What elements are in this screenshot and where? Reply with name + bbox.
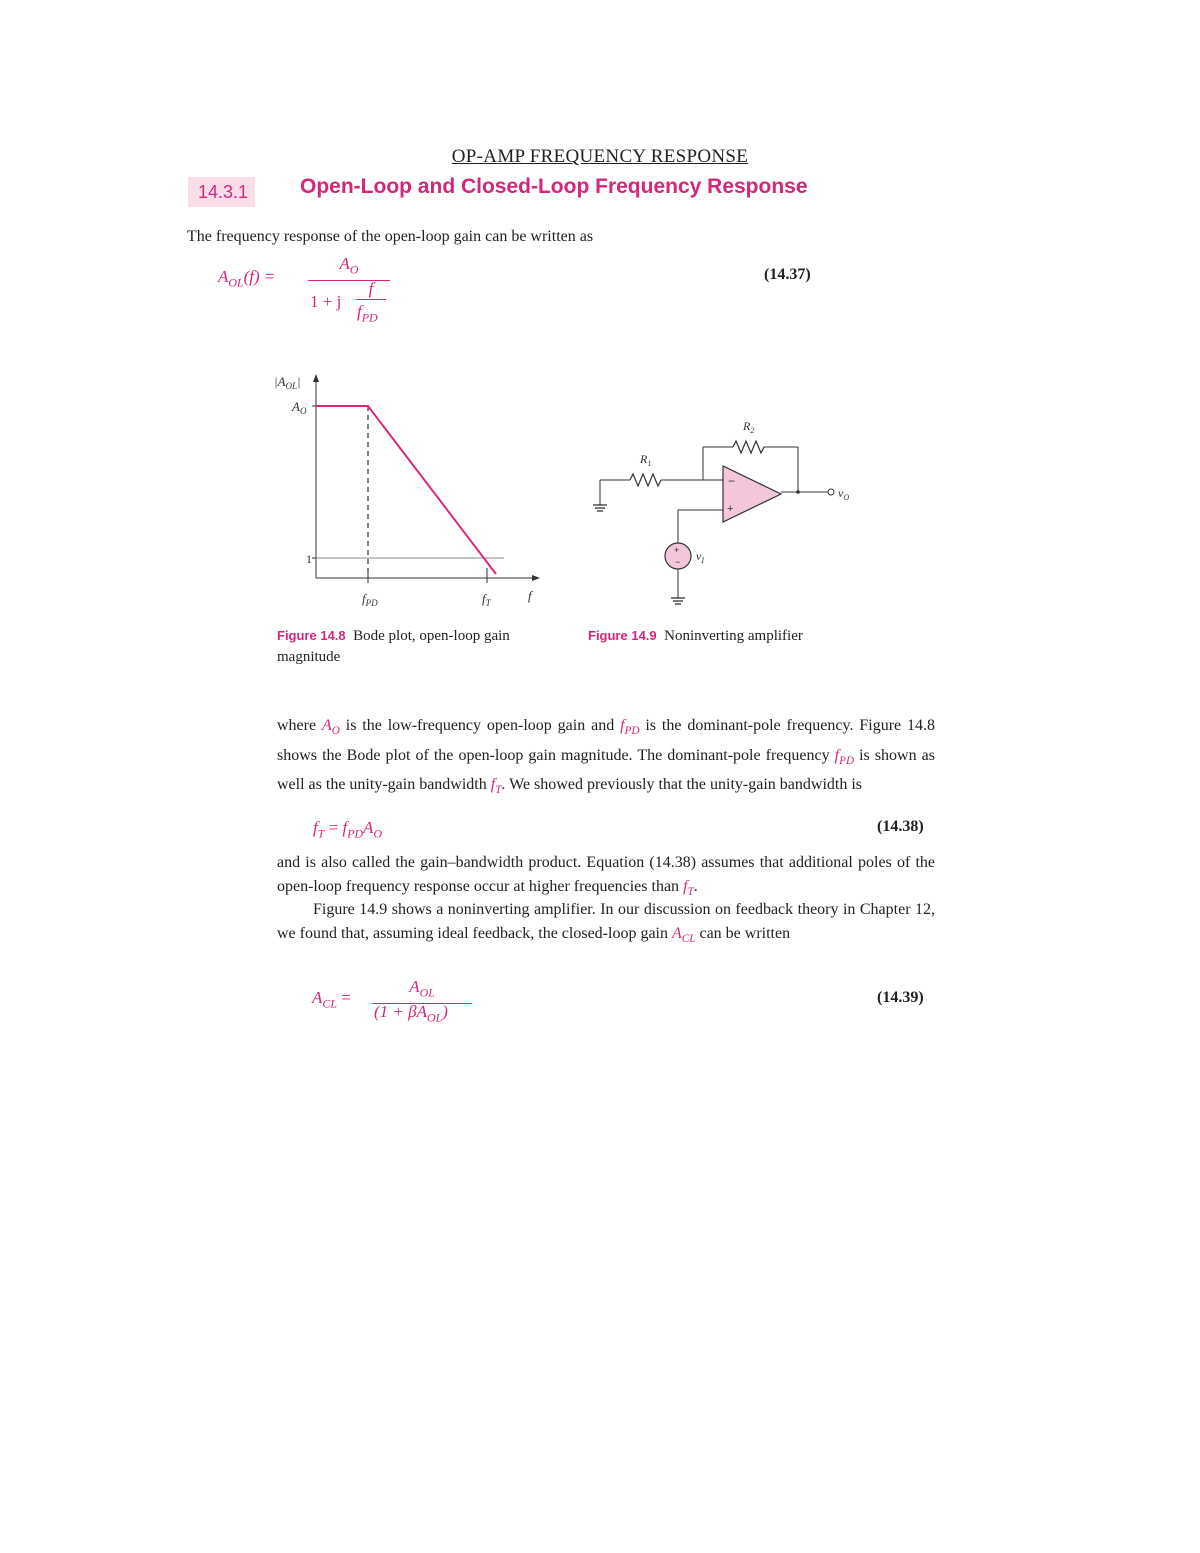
f-axis-label: f (528, 588, 532, 603)
r1-resistor (630, 474, 661, 486)
equation-number-14-37: (14.37) (764, 266, 811, 283)
eq3-denominator: $(1 + \beta A_{OL})$ (374, 1002, 448, 1025)
eq3-numerator: $A_{OL}$ (372, 976, 472, 1004)
eq1-numerator: $A_O$ (308, 253, 390, 281)
r2-label: $R_2$ (743, 419, 755, 435)
y-axis-arrow (313, 374, 319, 382)
figure-14-8-text: Bode plot, open-loop gain magnitude (277, 628, 510, 665)
figure-14-9-label: Figure 14.9 (588, 628, 657, 643)
a0-label: $A_O$ (292, 399, 307, 416)
eq3-lhs: $A_{CL}$ = (312, 988, 351, 1011)
figure-14-8-label: Figure 14.8 (277, 628, 346, 643)
inverting-input-sign: − (728, 474, 736, 488)
equation-number-14-38: (14.38) (877, 818, 924, 835)
fpd-label: $f_{PD}$ (362, 591, 378, 608)
output-node (796, 490, 800, 494)
vo-label: $v_O$ (838, 486, 850, 502)
y-axis-label: $|A_{OL}|$ (274, 374, 301, 391)
equation-14-38: $f_T = f_{PD}A_O$ (313, 818, 383, 841)
intro-text: The frequency response of the open-loop gain can be written as (187, 228, 594, 245)
figure-14-9-caption (588, 625, 868, 647)
section-title: Open-Loop and Closed-Loop Frequency Response (300, 175, 808, 198)
noninverting-input-sign: + (727, 503, 734, 515)
ft-label: $f_T$ (482, 591, 491, 608)
svg-text:−: − (675, 557, 681, 567)
paragraph-2: and is also called the gain–bandwidth product. Equation (14.38) assumes that additional poles of the open-loop frequency response occur at higher frequencies than $f_T$. (277, 854, 935, 898)
paragraph-3: Figure 14.9 shows a noninverting amplifier. In our discussion on feedback theory in Chapter 12, we found that, assuming ideal feedback, the closed-loop gain $A_{CL}$ can be written (277, 901, 935, 945)
r1-label: $R_1$ (640, 452, 652, 468)
gain-magnitude-curve (316, 406, 496, 574)
equation-number-14-39: (14.39) (877, 989, 924, 1006)
bode-plot (270, 368, 550, 618)
r2-resistor (733, 441, 764, 453)
figure-14-8-caption (277, 625, 532, 668)
svg-text:+: + (674, 545, 680, 555)
page-title: OP-AMP FREQUENCY RESPONSE (451, 146, 749, 167)
paragraph-1: where $A_O$ is the low-frequency open-loop gain and $f_{PD}$ is the dominant-pole frequency. Figure 14.8 shows the Bode plot of the open-loop gain magnitude. The dominant-pole frequency $f_{PD}$ is shown as well as the unity-gain bandwidth $f_T$. We showed previously that the unity-gain bandwidth is (277, 717, 936, 797)
section-number: 14.3.1 (188, 177, 255, 207)
vi-label: $v_I$ (696, 549, 704, 565)
x-axis-arrow (532, 575, 540, 581)
noninverting-amplifier-circuit (585, 410, 875, 610)
eq1-lhs: $A_{OL}(f)$ = (218, 267, 276, 290)
figure-14-9-text: Noninverting amplifier (664, 628, 803, 644)
output-terminal (828, 489, 834, 495)
unity-label: 1 (306, 552, 312, 566)
